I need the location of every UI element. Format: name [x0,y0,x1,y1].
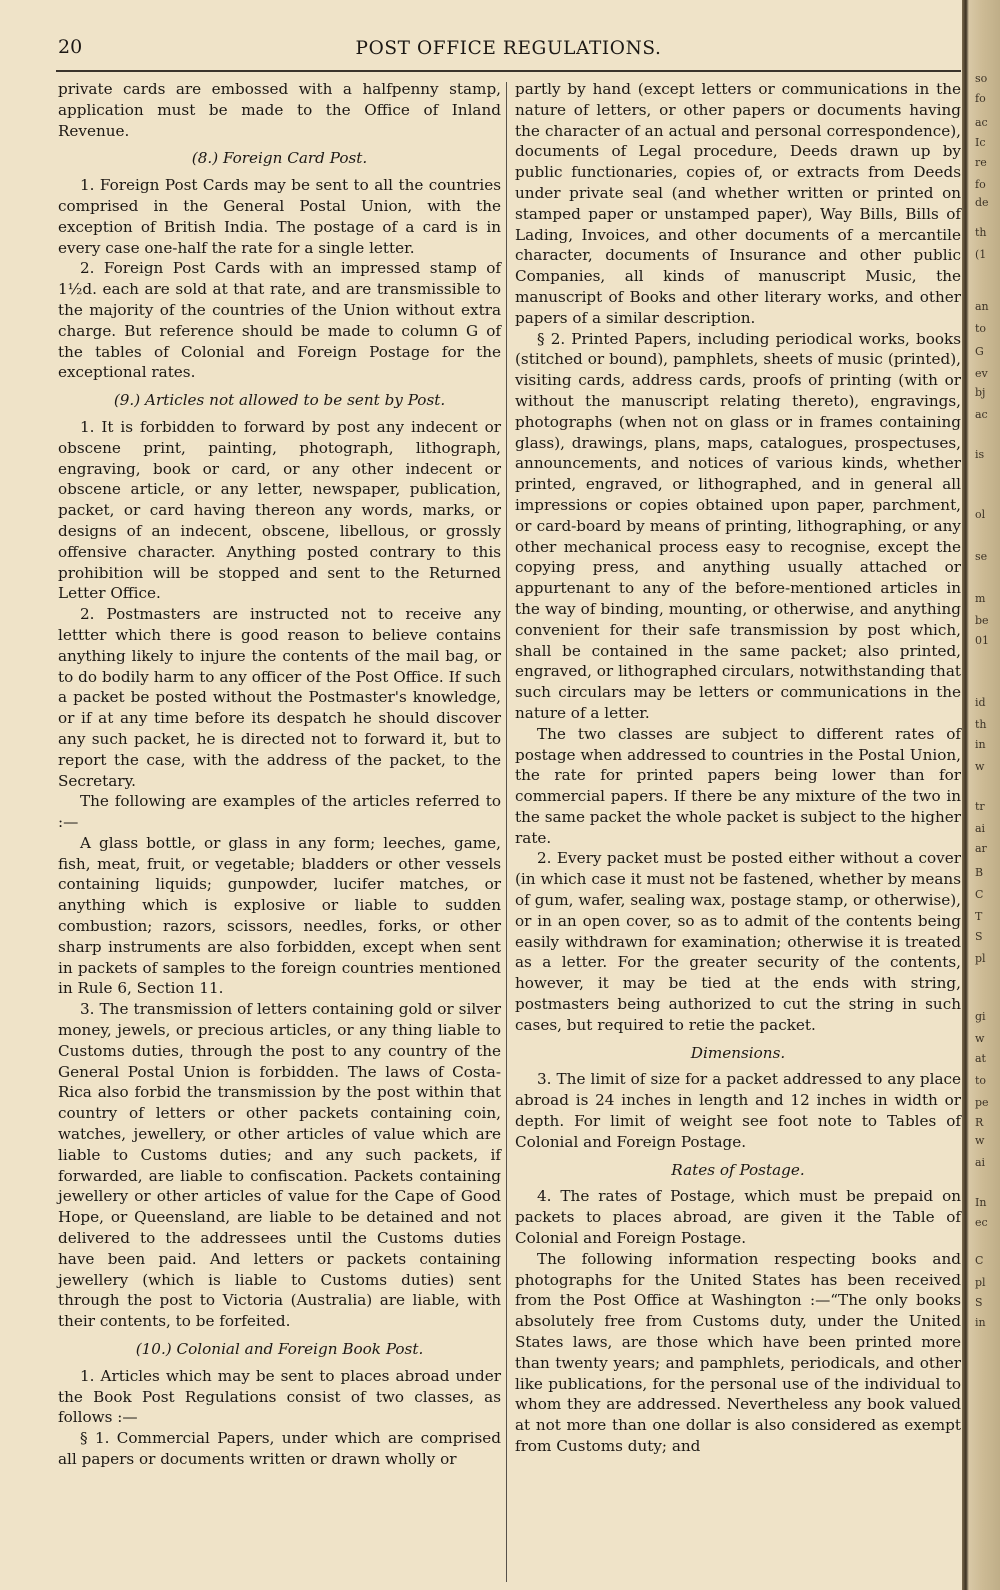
margin-text-fragment: ac [975,408,988,421]
margin-text-fragment: S [975,1296,983,1309]
left-column [58,79,501,1470]
margin-text-fragment: to [975,322,987,335]
margin-text-fragment: B [975,866,984,879]
margin-text-fragment: In [975,1196,987,1209]
margin-text-fragment: ev [975,367,988,380]
paragraph: 4. The rates of Postage, which must be prepaid on packets to places abroad, are given it the Table of Colonial and Foreign Postage. [515,1187,961,1248]
margin-text-fragment: ec [975,1216,988,1229]
margin-text-fragment: id [975,696,986,709]
margin-text-fragment: ar [975,842,987,855]
paragraph: § 1. Commercial Papers, under which are comprised all papers or documents written or drawn wholly or [58,1429,501,1468]
paragraph: partly by hand (except letters or communications in the nature of letters, or other papers or documents having the character of an actual and personal correspondence), documents of Legal procedure, Deeds drawn up by public functionaries, copies of, or extracts from Deeds under private seal (and whether written or printed on stamped paper or unstamped paper), Way Bills, Bills of Lading, Invoices, and other documents of a mercantile character, documents of Insurance and other public Companies, all kinds of manuscript Music, the manuscript of Books and other literary works, and other papers of a similar description. [515,80,961,327]
section-heading: Dimensions. [690,1043,786,1062]
paragraph: The following information respecting books and photographs for the United States has been received from the Post Office at Washington :—“The only books absolutely free from Customs duty, under the United States laws, are those which have been printed more than twenty years; and pamphlets, periodicals, and other like publications, for the personal use of the individual to whom they are addressed. Nevertheless any book valued at not more than one dollar is also considered as exempt from Customs duty; and [515,1249,961,1455]
paragraph: 1. Foreign Post Cards may be sent to all the countries comprised in the General Postal Union, with the exception of British India. The postage of a card is in every case one-half the rate for a single letter. [58,176,501,257]
margin-text-fragment: fo [975,92,986,105]
margin-text-fragment: de [975,196,989,209]
paragraph: 2. Postmasters are instructed not to receive any lettter which there is good reason to believe contains anything likely to injure the contents of the mail bag, or to do bodily harm to any officer of the Post Office. If such a packet be posted without the Postmaster's knowledge, or if at any time before its despatch he should discover any such packet, he is directed not to forward it, but to report the case, with the address of the packet, to the Secretary. [58,605,501,790]
paragraph: 3. The limit of size for a packet addressed to any place abroad is 24 inches in length and 12 inches in width or depth. For limit of weight see foot note to Tables of Colonial and Foreign Postage. [515,1070,961,1151]
page-number: 20 [58,36,83,58]
margin-text-fragment: bj [975,386,986,399]
paragraph: § 2. Printed Papers, including periodical works, books (stitched or bound), pamphlets, sheets of music (printed), visiting cards, address cards, proofs of printing (with or without the manuscript relating thereto), engravings, photographs (when not on glass or in frames containing glass), drawings, plans, maps, catalogues, prospectuses, announcements, and notices of various kinds, whether printed, engraved, or lithographed, and in general all impressions or copies obtained upon paper, parchment, or card-board by means of printing, lithographing, or any other mechanical process easy to recognise, except the copying press, and anything usually attached or appurtenant to any of the before-mentioned articles in the way of binding, mounting, or otherwise, and anything convenient for their safe transmission by post which, shall be contained in the same packet; also printed, engraved, or lithographed circulars, notwithstanding that such circulars may be letters or communications in the nature of a letter. [515,329,961,722]
margin-text-fragment: gi [975,1010,986,1023]
margin-text-fragment: ai [975,822,986,835]
margin-text-fragment: se [975,550,988,563]
margin-text-fragment: w [975,1032,985,1045]
margin-text-fragment: (1 [975,248,987,261]
margin-text-fragment: S [975,930,983,943]
margin-text-fragment: pl [975,1276,986,1289]
margin-text-fragment: T [975,910,983,923]
running-head: POST OFFICE REGULATIONS. [355,38,662,59]
section-heading: Rates of Postage. [671,1160,805,1179]
margin-text-fragment: be [975,614,989,627]
margin-text-fragment: ac [975,116,988,129]
margin-text-fragment: fo [975,178,986,191]
margin-text-fragment: G [975,345,984,358]
margin-text-fragment: re [975,156,987,169]
margin-text-fragment: is [975,448,985,461]
margin-text-fragment: in [975,738,986,751]
header-rule [56,70,961,72]
margin-text-fragment: th [975,226,987,239]
column-divider [506,82,507,1582]
margin-text-fragment: Ic [975,136,986,149]
margin-text-fragment: an [975,300,989,313]
page-header [56,36,961,66]
margin-text-fragment: m [975,592,986,605]
margin-text-fragment: ol [975,508,986,521]
paragraph: private cards are embossed with a halfpenny stamp, application must be made to the Office of Inland Revenue. [58,80,501,140]
margin-text-fragment: C [975,888,984,901]
paragraph: 1. Articles which may be sent to places abroad under the Book Post Regulations consist of two classes, as follows :— [58,1366,501,1427]
paragraph: A glass bottle, or glass in any form; leeches, game, fish, meat, fruit, or vegetable; bladders or other vessels containing liquids; gunpowder, lucifer matches, or anything which is explosive or liable to sudden combustion; razors, scissors, needles, forks, or other sharp instruments are also forbidden, except when sent in packets of samples to the foreign countries mentioned in Rule 6, Section 11. [58,833,501,998]
paragraph: 2. Foreign Post Cards with an impressed stamp of 1½d. each are sold at that rate, and are transmissible to the majority of the countries of the Union without extra charge. But reference should be made to column G of the tables of Colonial and Foreign Postage for the exceptional rates. [58,259,501,382]
margin-text-fragment: 01 [975,634,989,647]
section-heading: (8.) Foreign Card Post. [191,149,368,168]
margin-text-fragment: w [975,760,985,773]
section-heading: (10.) Colonial and Foreign Book Post. [135,1340,424,1359]
paragraph: 3. The transmission of letters containing gold or silver money, jewels, or precious articles, or any thing liable to Customs duties, through the post to any country of the General Postal Union is forbidden. The laws of Costa-Rica also forbid the transmission by the post within that country of letters or other packets containing coin, watches, jewellery, or other articles of value which are liable to Customs duties; and any such packets, if forwarded, are liable to confiscation. Packets containing jewellery or other articles of value for the Cape of Good Hope, or Queensland, are liable to be detained and not delivered to the addressees until the Customs duties have been paid. And letters or packets containing jewellery (which is liable to Customs duties) sent through the post to Victoria (Australia) are liable, with their contents, to be forfeited. [58,1000,501,1331]
margin-text-fragment: C [975,1254,984,1267]
right-column [515,79,961,1457]
margin-text-fragment: so [975,72,988,85]
margin-text-fragment: ai [975,1156,986,1169]
book-binding-edge [962,0,1000,1590]
margin-text-fragment: in [975,1316,986,1329]
margin-text-fragment: tr [975,800,985,813]
margin-text-fragment: w [975,1134,985,1147]
margin-text-fragment: pe [975,1096,989,1109]
margin-text-fragment: pl [975,952,986,965]
paragraph: 2. Every packet must be posted either without a cover (in which case it must not be fastened, whether by means of gum, wafer, sealing wax, postage stamp, or otherwise), or in an open cover, so as to admit of the contents being easily withdrawn for examination; otherwise it is treated as a letter. For the greater security of the contents, however, it may be tied at the ends with string, postmasters being authorized to cut the string in such cases, but required to retie the packet. [515,849,961,1034]
paragraph: The following are examples of the articles referred to :— [58,792,501,832]
margin-text-fragment: to [975,1074,987,1087]
paragraph: The two classes are subject to different rates of postage when addressed to countries in the Postal Union, the rate for printed papers being lower than for commercial papers. If there be any mixture of the two in the same packet the whole packet is subject to the higher rate. [515,724,961,847]
paragraph: 1. It is forbidden to forward by post any indecent or obscene print, painting, photograph, lithograph, engraving, book or card, or any other indecent or obscene article, or any letter, newspaper, publication, packet, or card having thereon any words, marks, or designs of an indecent, obscene, libellous, or grossly offensive character. Anything posted contrary to this prohibition will be stopped and sent to the Returned Letter Office. [58,417,501,603]
margin-text-fragment: th [975,718,987,731]
margin-text-fragment: R [975,1116,984,1129]
section-heading: (9.) Articles not allowed to be sent by Post. [113,391,446,410]
margin-text-fragment: at [975,1052,986,1065]
